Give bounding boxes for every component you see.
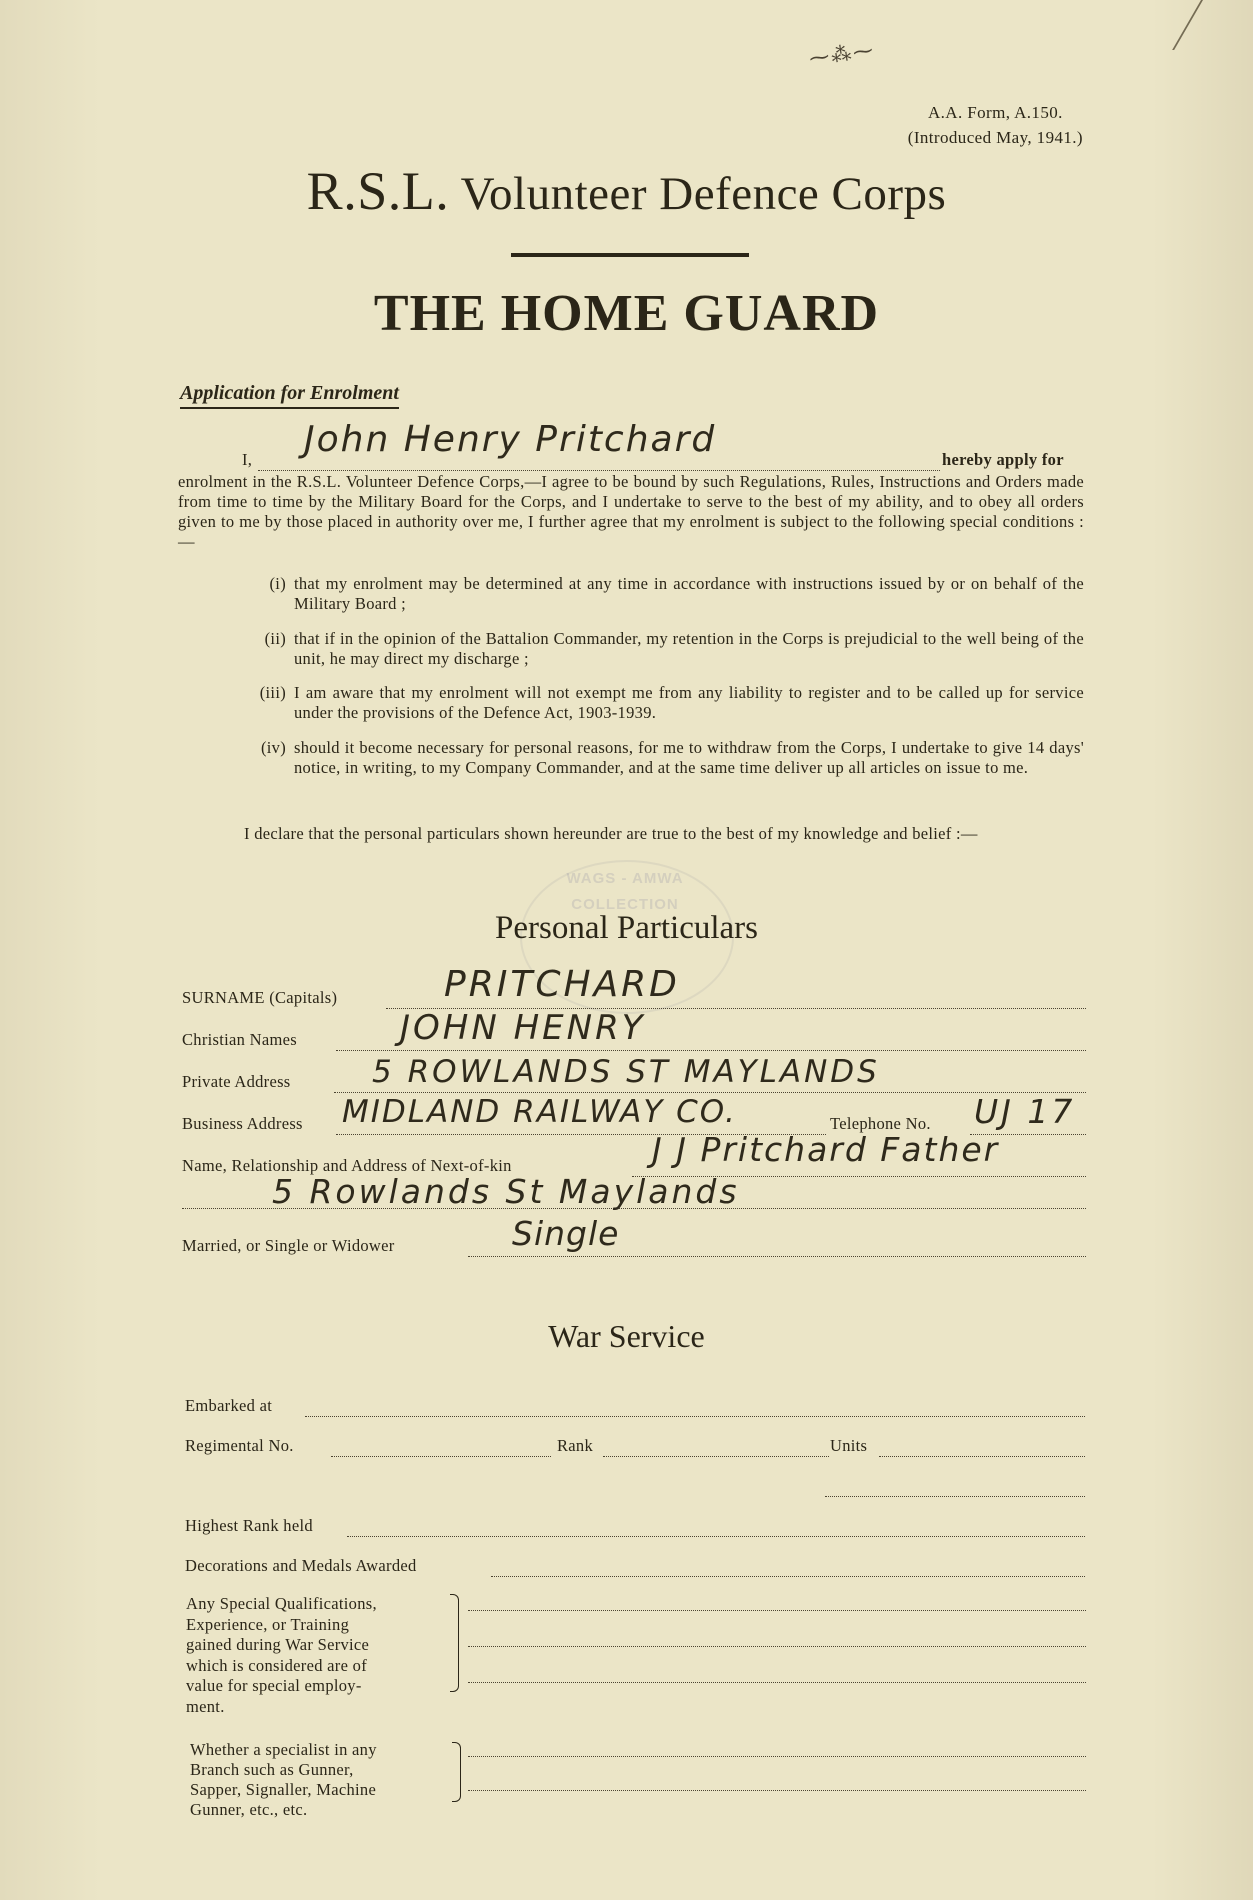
form-number: A.A. Form, A.150. — [927, 103, 1063, 122]
private-address-row — [182, 1052, 1086, 1092]
corner-fold — [1172, 0, 1253, 50]
telephone-value: UJ 17 — [974, 1092, 1076, 1131]
regimental-number-line — [331, 1434, 551, 1457]
next-of-kin-row — [182, 1130, 1086, 1216]
condition-number: (iv) — [260, 738, 286, 757]
private-address-value: 5 ROWLANDS ST MAYLANDS — [372, 1054, 880, 1090]
units-label: Units — [830, 1436, 868, 1455]
stamp-line-2: COLLECTION — [571, 896, 679, 913]
next-of-kin-value-2: 5 Rowlands St Maylands — [272, 1172, 740, 1211]
stamp-line-1: WAGS - AMWA — [566, 870, 684, 887]
marital-status-value: Single — [512, 1214, 620, 1253]
page-title: THE HOME GUARD — [373, 285, 880, 342]
next-of-kin-value-1: J J Pritchard Father — [652, 1130, 1000, 1169]
business-address-value: MIDLAND RAILWAY CO. — [342, 1094, 737, 1130]
form-introduced: (Introduced May, 1941.) — [907, 128, 1083, 147]
decorations-label: Decorations and Medals Awarded — [185, 1556, 417, 1575]
condition-number: (iii) — [259, 683, 286, 702]
christian-names-value: JOHN HENRY — [400, 1008, 646, 1048]
specialist-brace — [452, 1742, 461, 1802]
highest-rank-line — [347, 1514, 1085, 1537]
highest-rank-label: Highest Rank held — [185, 1516, 313, 1535]
condition-number: (i) — [269, 574, 286, 593]
form-reference — [908, 100, 1083, 150]
applicant-line — [242, 419, 1084, 474]
condition-3 — [246, 683, 1084, 723]
condition-1 — [246, 574, 1084, 614]
condition-text: that my enrolment may be determined at any time in accordance with instructions issued by or on behalf of the Military Board ; — [294, 574, 1084, 613]
qualifications-brace — [450, 1594, 459, 1692]
corps-name: Volunteer Defence Corps — [460, 168, 947, 220]
applicant-suffix: hereby apply for — [942, 450, 1064, 469]
section-heading-application: Application for Enrolment — [180, 382, 399, 409]
next-of-kin-label: Name, Relationship and Address of Next-of-kin — [182, 1156, 512, 1175]
section-heading-personal: Personal Particulars — [494, 910, 759, 946]
condition-4 — [246, 738, 1084, 778]
telephone-label: Telephone No. — [830, 1114, 931, 1133]
rank-label: Rank — [557, 1436, 594, 1455]
regimental-row — [185, 1432, 1085, 1462]
special-qualifications-label: Any Special Qualifications, Experience, or Training gained during War Service which is considered are of value for special employ- ment. — [186, 1594, 377, 1716]
christian-names-row — [182, 1010, 1086, 1050]
condition-text: should it become necessary for personal reasons, for me to withdraw from the Corps, I undertake to give 14 days' notice, in writing, to my Company Commander, and at the same time deliver up all articles on issue to me. — [294, 738, 1084, 777]
units-line — [879, 1434, 1085, 1457]
business-address-row — [182, 1094, 1086, 1134]
specialist-line-2 — [468, 1768, 1086, 1791]
applicant-name-handwritten: John Henry Pritchard — [304, 419, 717, 460]
ink-smudge: ⁓⁂⁓ — [807, 39, 877, 71]
corps-abbrev: R.S.L. — [306, 161, 450, 221]
condition-text: I am aware that my enrolment will not exempt me from any liability to register and to be called up for service under the provisions of the Defence Act, 1903-1939. — [294, 683, 1084, 722]
special-qualifications-row — [186, 1594, 1086, 1720]
business-address-label: Business Address — [182, 1114, 303, 1133]
marital-status-label: Married, or Single or Widower — [182, 1236, 395, 1255]
applicant-prefix: I, — [242, 450, 253, 469]
embarked-label: Embarked at — [185, 1396, 273, 1415]
surname-value: PRITCHARD — [444, 964, 680, 1005]
embarked-row — [185, 1392, 1085, 1422]
specialist-row — [190, 1740, 1090, 1830]
declaration-paragraph: I declare that the personal particulars shown hereunder are true to the best of my knowledge and belief :— — [244, 824, 978, 843]
condition-2 — [246, 629, 1084, 669]
specialist-label: Whether a specialist in any Branch such as Gunner, Sapper, Signaller, Machine Gunner, etc., etc. — [190, 1740, 377, 1819]
decorations-line — [491, 1554, 1085, 1577]
surname-label: SURNAME (Capitals) — [182, 988, 338, 1007]
christian-names-label: Christian Names — [182, 1030, 297, 1049]
section-heading-war-service: War Service — [548, 1318, 705, 1354]
specialist-line-1 — [468, 1734, 1086, 1757]
qualifications-line-1 — [468, 1588, 1086, 1611]
title-divider — [511, 253, 749, 257]
decorations-row — [185, 1552, 1085, 1582]
condition-number: (ii) — [264, 629, 286, 648]
embarked-line — [305, 1394, 1085, 1417]
surname-row — [182, 964, 1086, 1008]
units-line-2 — [825, 1474, 1085, 1497]
rank-line — [603, 1434, 829, 1457]
highest-rank-row — [185, 1512, 1085, 1542]
marital-status-row — [182, 1216, 1086, 1256]
qualifications-line-2 — [468, 1624, 1086, 1647]
private-address-label: Private Address — [182, 1072, 291, 1091]
condition-text: that if in the opinion of the Battalion Commander, my retention in the Corps is prejudicial to the well being of the unit, he may direct my discharge ; — [294, 629, 1084, 668]
regimental-number-label: Regimental No. — [185, 1436, 294, 1455]
qualifications-line-3 — [468, 1660, 1086, 1683]
corps-title — [0, 160, 1253, 222]
undertaking-paragraph: enrolment in the R.S.L. Volunteer Defence Corps,—I agree to be bound by such Regulations, Rules, Instructions and Orders made from time to time by the Military Board for the Corps, and I undertake to serve to the best of my ability, and to obey all orders given to me by those placed in authority over me, I further agree that my enrolment is subject to the following special conditions :— — [178, 472, 1084, 551]
